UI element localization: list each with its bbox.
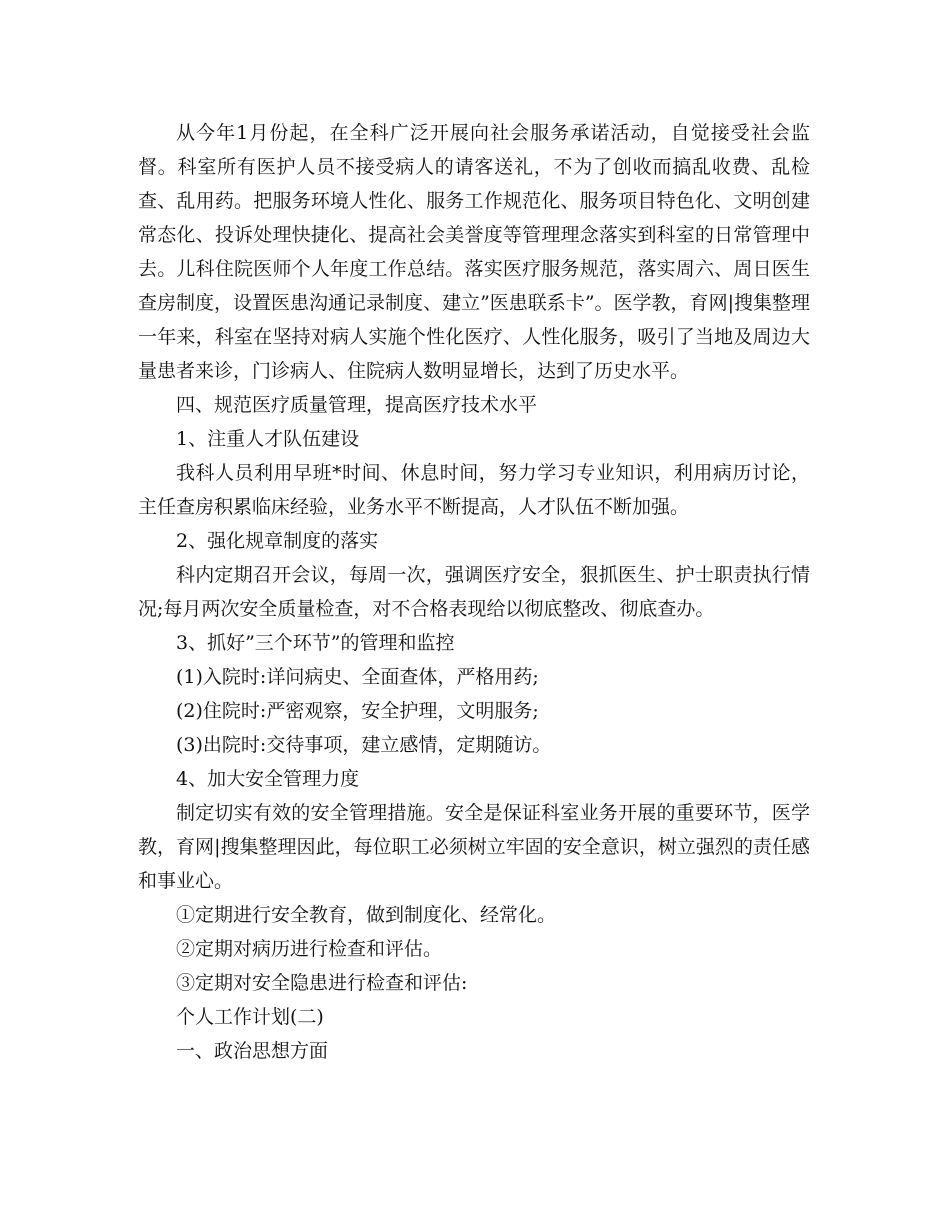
subsection-heading: 2、强化规章制度的落实 — [176, 530, 379, 552]
body-paragraph: 我科人员利用早班*时间、休息时间，努力学习专业知识，利用病历讨论，主任查房积累临床经验，业务水平不断提高，人才队伍不断加强。 — [138, 462, 810, 518]
subsection-heading: 4、加大安全管理力度 — [176, 768, 360, 790]
list-item: ①定期进行安全教育，做到制度化、经常化。 — [176, 904, 557, 926]
document-page — [138, 116, 810, 1068]
list-item: (2)住院时:严密观察，安全护理，文明服务; — [176, 700, 539, 722]
body-paragraph: 科内定期召开会议，每周一次，强调医疗安全，狠抓医生、护士职责执行情况;每月两次安全质量检查，对不合格表现给以彻底整改、彻底查办。 — [138, 564, 810, 620]
list-item: ③定期对安全隐患进行检查和评估: — [176, 972, 468, 994]
section-heading: 个人工作计划(二) — [176, 1006, 324, 1028]
section-heading: 一、政治思想方面 — [176, 1040, 329, 1062]
subsection-heading: 1、注重人才队伍建设 — [176, 428, 360, 450]
subsection-heading: 3、抓好”三个环节”的管理和监控 — [176, 632, 455, 654]
list-item: (3)出院时:交待事项，建立感情，定期随访。 — [176, 734, 552, 756]
body-paragraph: 从今年1月份起，在全科广泛开展向社会服务承诺活动，自觉接受社会监督。科室所有医护人员不接受病人的请客送礼，不为了创收而搞乱收费、乱检查、乱用药。把服务环境人性化、服务工作规范化、服务项目特色化、文明创建常态化、投诉处理快捷化、提高社会美誉度等管理理念落实到科室的日常管理中去。儿科住院医师个人年度工作总结。落实医疗服务规范，落实周六、周日医生查房制度，设置医患沟通记录制度、建立”医患联系卡”。医学教，育网|搜集整理一年来，科室在坚持对病人实施个性化医疗、人性化服务，吸引了当地及周边大量患者来诊，门诊病人、住院病人数明显增长，达到了历史水平。 — [138, 122, 810, 382]
section-heading: 四、规范医疗质量管理，提高医疗技术水平 — [176, 394, 538, 416]
list-item: ②定期对病历进行检查和评估。 — [176, 938, 443, 960]
list-item: (1)入院时:详问病史、全面查体，严格用药; — [176, 666, 539, 688]
body-paragraph: 制定切实有效的安全管理措施。安全是保证科室业务开展的重要环节，医学教，育网|搜集整理因此，每位职工必须树立牢固的安全意识，树立强烈的责任感和事业心。 — [138, 802, 810, 892]
